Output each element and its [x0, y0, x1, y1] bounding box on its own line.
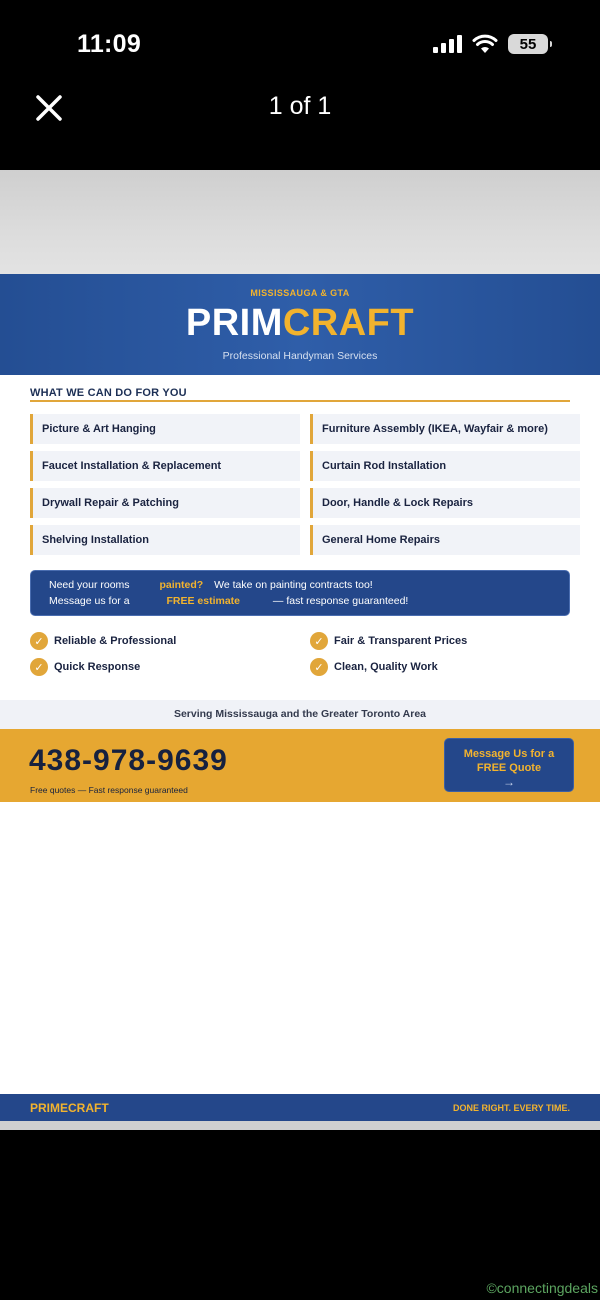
- feature-item: [30, 632, 310, 650]
- services-grid: [30, 414, 580, 555]
- features-list: [30, 632, 570, 676]
- service-area: Serving Mississauga and the Greater Toronto Area: [0, 700, 600, 729]
- cta-button-line2: FREE Quote: [476, 762, 542, 774]
- footer-tagline: DONE RIGHT. EVERY TIME.: [452, 1103, 570, 1113]
- feature-item: [310, 632, 570, 650]
- section-title: WHAT WE CAN DO FOR YOU: [30, 387, 187, 399]
- painting-text: Message us for a: [49, 595, 130, 607]
- logo-craft: CRAFT: [282, 302, 415, 344]
- painting-highlight: painted?: [159, 579, 204, 591]
- flyer-footer: [0, 1094, 600, 1121]
- painting-callout: [30, 570, 570, 616]
- feature-label: Quick Response: [54, 661, 141, 673]
- feature-label: Reliable & Professional: [54, 635, 177, 647]
- battery-icon: 55: [508, 34, 548, 54]
- feature-item: [30, 658, 310, 676]
- feature-label: Fair & Transparent Prices: [334, 635, 468, 647]
- flyer-hero: [0, 274, 600, 375]
- painting-line-2: [49, 595, 408, 607]
- check-icon: ✓: [310, 658, 328, 676]
- flyer-document: [0, 170, 600, 1130]
- status-time: 11:09: [77, 30, 142, 58]
- cta-subtext: Free quotes — Fast response guaranteed: [30, 785, 188, 795]
- arrow-right-icon: →: [503, 775, 515, 789]
- logo-prim: PRIM: [185, 302, 283, 344]
- cta-band: [0, 729, 600, 802]
- service-item: Faucet Installation & Replacement: [30, 451, 300, 481]
- watermark: ©connectingdeals: [486, 1280, 598, 1296]
- service-item: Door, Handle & Lock Repairs: [310, 488, 580, 518]
- section-divider: [30, 400, 570, 402]
- status-bar: [0, 0, 600, 80]
- flyer-top-margin: [0, 170, 600, 274]
- feature-item: [310, 658, 570, 676]
- service-item: Curtain Rod Installation: [310, 451, 580, 481]
- footer-brand: PRIMECRAFT: [30, 1101, 109, 1115]
- viewer-title: 1 of 1: [268, 92, 332, 120]
- service-item: Picture & Art Hanging: [30, 414, 300, 444]
- feature-label: Clean, Quality Work: [334, 661, 438, 673]
- hero-subtitle: Professional Handyman Services: [222, 350, 378, 362]
- phone-number: 438-978-9639: [29, 744, 228, 777]
- brand-logo: [0, 301, 600, 345]
- viewer-header: [0, 80, 600, 135]
- painting-text: Need your rooms: [49, 579, 130, 591]
- service-item: General Home Repairs: [310, 525, 580, 555]
- painting-text: — fast response guaranteed!: [272, 595, 409, 607]
- check-icon: ✓: [310, 632, 328, 650]
- painting-text: We take on painting contracts too!: [214, 579, 373, 591]
- painting-line-1: [49, 579, 373, 591]
- service-item: Shelving Installation: [30, 525, 300, 555]
- painting-highlight: FREE estimate: [166, 595, 240, 607]
- check-icon: ✓: [30, 632, 48, 650]
- service-item: Furniture Assembly (IKEA, Wayfair & more): [310, 414, 580, 444]
- wifi-icon: [472, 34, 498, 54]
- hero-eyebrow: MISSISSAUGA & GTA: [250, 288, 350, 298]
- check-icon: ✓: [30, 658, 48, 676]
- signal-icon: [433, 35, 462, 53]
- service-item: Drywall Repair & Patching: [30, 488, 300, 518]
- cta-button-line1: Message Us for a: [463, 748, 555, 760]
- flyer-bottom-margin: [0, 1121, 600, 1130]
- status-icons: [433, 34, 548, 54]
- message-quote-button[interactable]: [444, 738, 574, 792]
